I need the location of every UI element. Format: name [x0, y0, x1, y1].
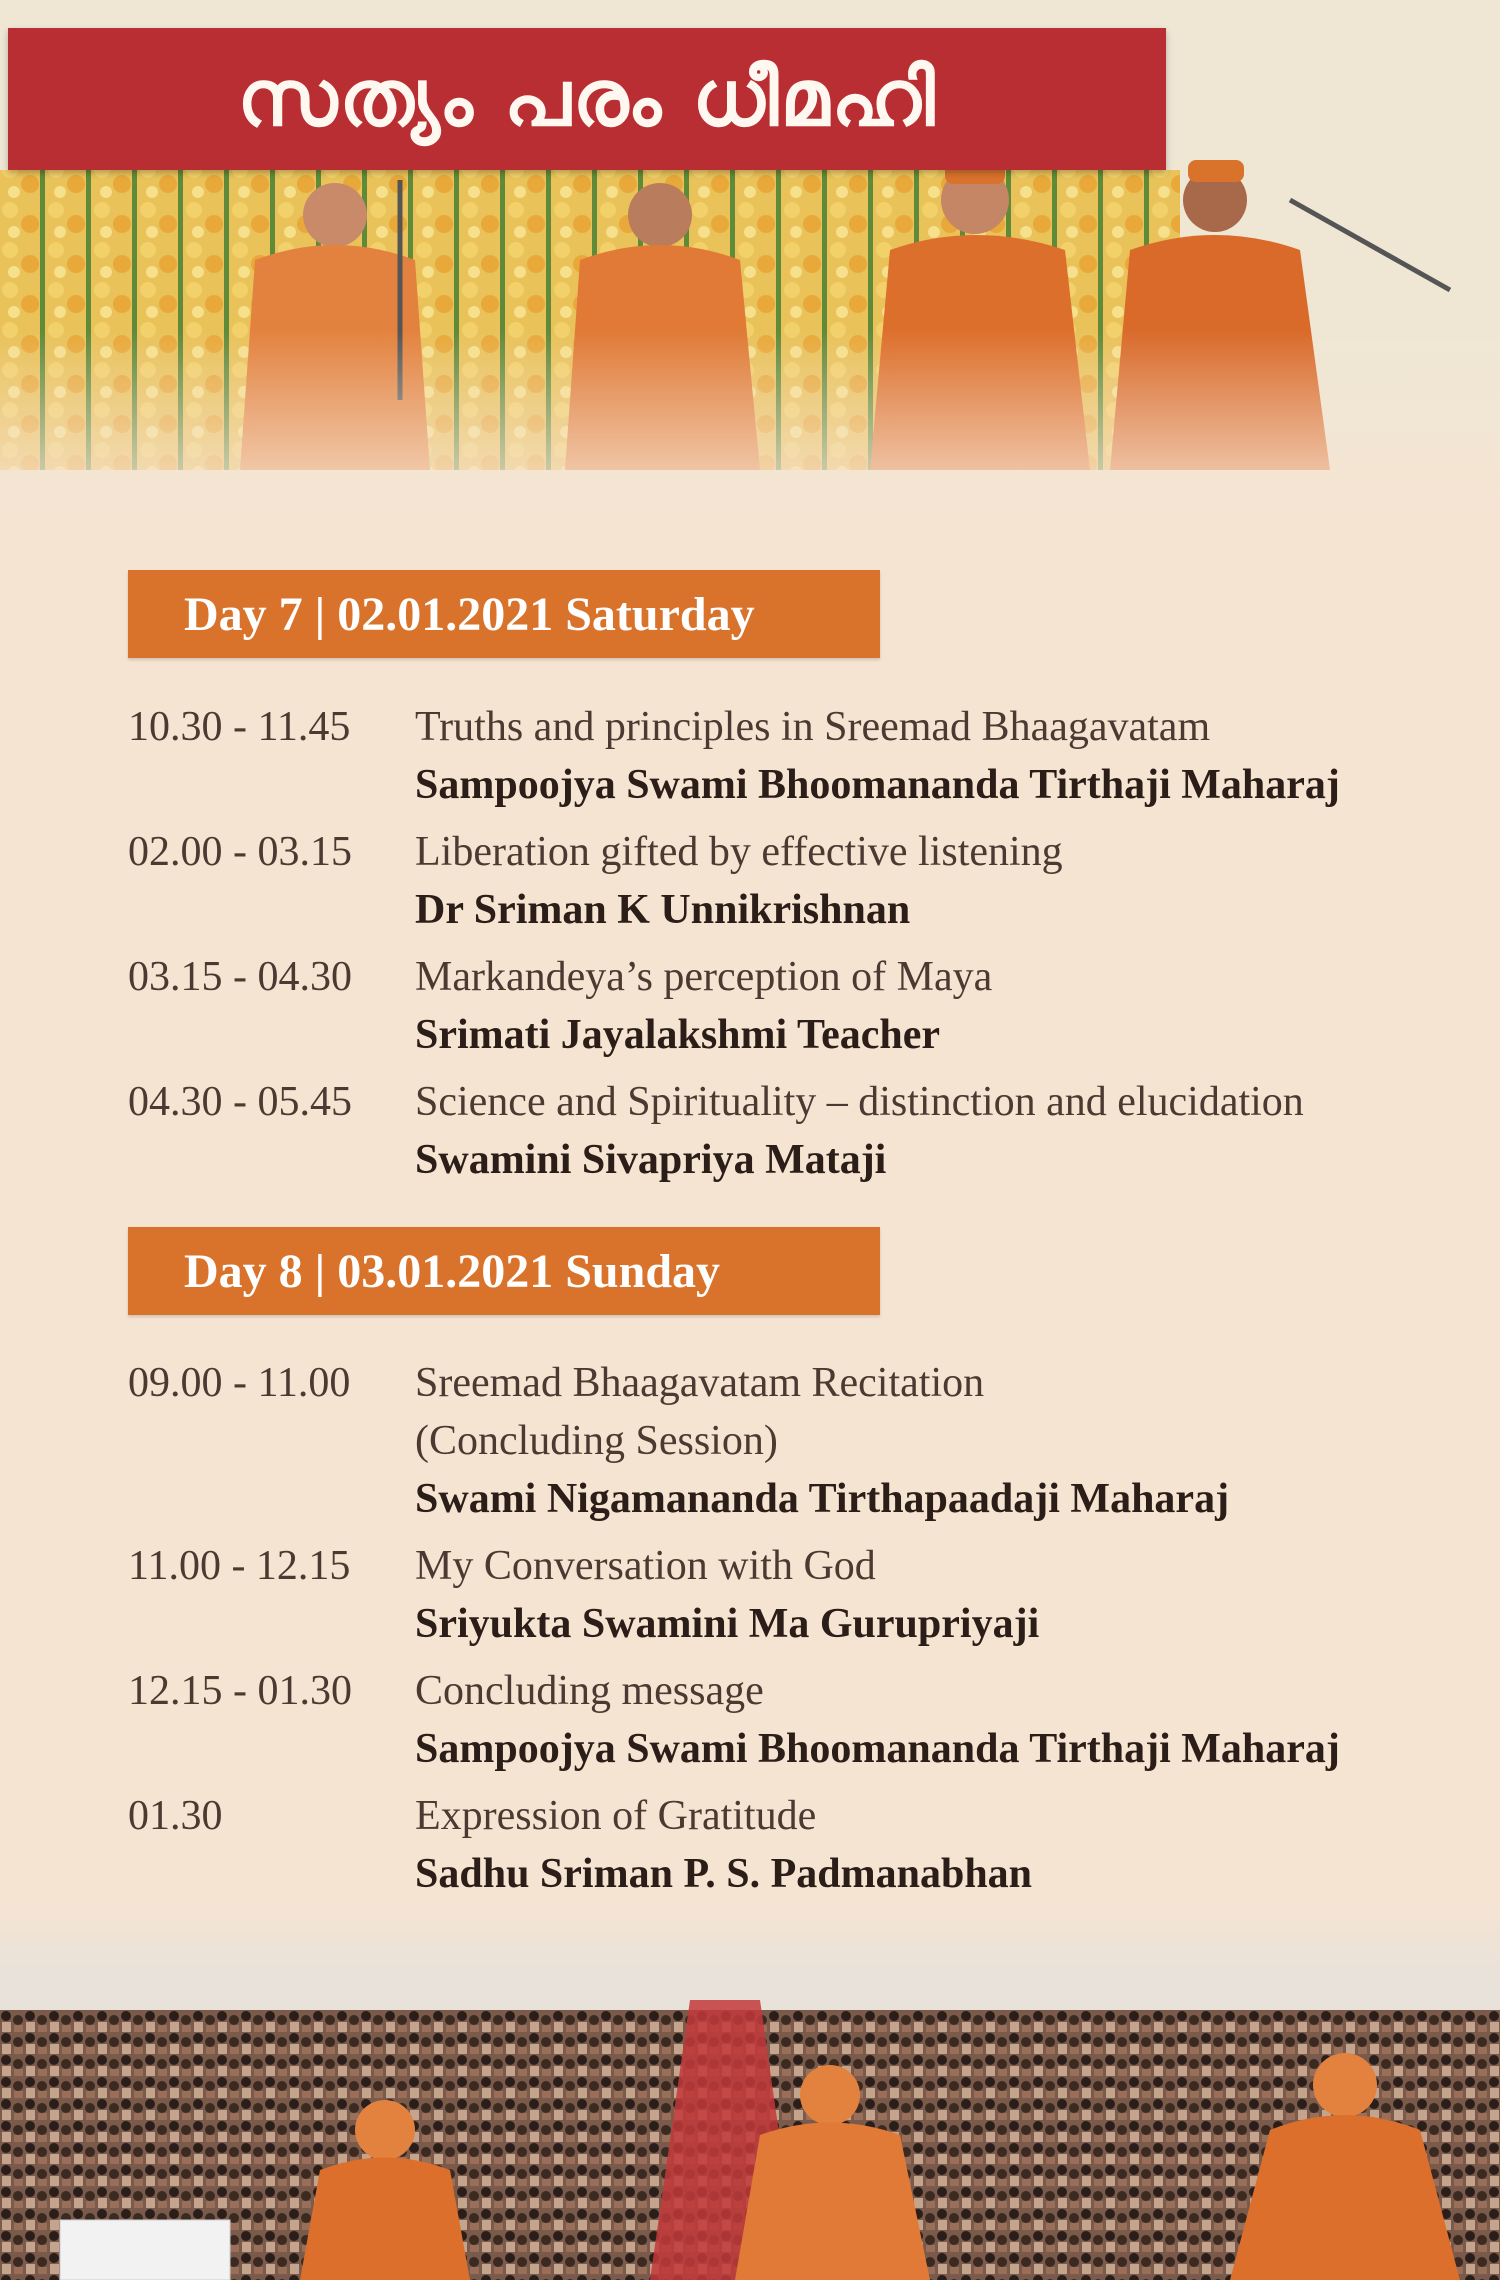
session-topic: Markandeya’s perception of Maya	[415, 954, 993, 1000]
session-topic: Expression of Gratitude	[415, 1793, 817, 1839]
session-speaker: Srimati Jayalakshmi Teacher	[415, 1012, 941, 1058]
session-time: 09.00 - 11.00	[128, 1360, 351, 1406]
session-time: 12.15 - 01.30	[128, 1668, 352, 1714]
session-topic: Sreemad Bhaagavatam Recitation	[415, 1360, 985, 1406]
session-speaker: Swamini Sivapriya Mataji	[415, 1137, 887, 1183]
session-topic: Truths and principles in Sreemad Bhaagavatam	[415, 704, 1211, 750]
day-8-header-text: Day 8 | 03.01.2021 Sunday	[184, 1244, 721, 1298]
session-topic-line-2: (Concluding Session)	[415, 1418, 778, 1464]
session-speaker: Sadhu Sriman P. S. Padmanabhan	[415, 1851, 1033, 1897]
day-7-header-text: Day 7 | 02.01.2021 Saturday	[184, 587, 755, 641]
session-topic: Concluding message	[415, 1668, 764, 1714]
session-speaker: Sriyukta Swamini Ma Gurupriyaji	[415, 1601, 1040, 1647]
session-time: 01.30	[128, 1793, 223, 1839]
session-time: 10.30 - 11.45	[128, 704, 351, 750]
audience-photo-illustration	[0, 1900, 1500, 2280]
session-speaker: Sampoojya Swami Bhoomananda Tirthaji Maharaj	[415, 1726, 1340, 1772]
session-topic: Science and Spirituality – distinction and elucidation	[415, 1079, 1304, 1125]
audience-photo	[0, 1900, 1500, 2280]
day-7-header	[128, 570, 880, 658]
session-time: 02.00 - 03.15	[128, 829, 352, 875]
session-speaker: Dr Sriman K Unnikrishnan	[415, 887, 911, 933]
session-topic: My Conversation with God	[415, 1543, 876, 1589]
stage-photo	[0, 0, 1500, 530]
session-time: 04.30 - 05.45	[128, 1079, 352, 1125]
title-text: സത്യം പരം ധീമഹി	[237, 53, 937, 144]
session-time: 11.00 - 12.15	[128, 1543, 351, 1589]
session-time: 03.15 - 04.30	[128, 954, 352, 1000]
session-speaker: Sampoojya Swami Bhoomananda Tirthaji Maharaj	[415, 762, 1340, 808]
title-banner	[8, 28, 1166, 170]
day-8-header	[128, 1227, 880, 1315]
session-speaker: Swami Nigamananda Tirthapaadaji Maharaj	[415, 1476, 1230, 1522]
session-topic: Liberation gifted by effective listening	[415, 829, 1063, 875]
